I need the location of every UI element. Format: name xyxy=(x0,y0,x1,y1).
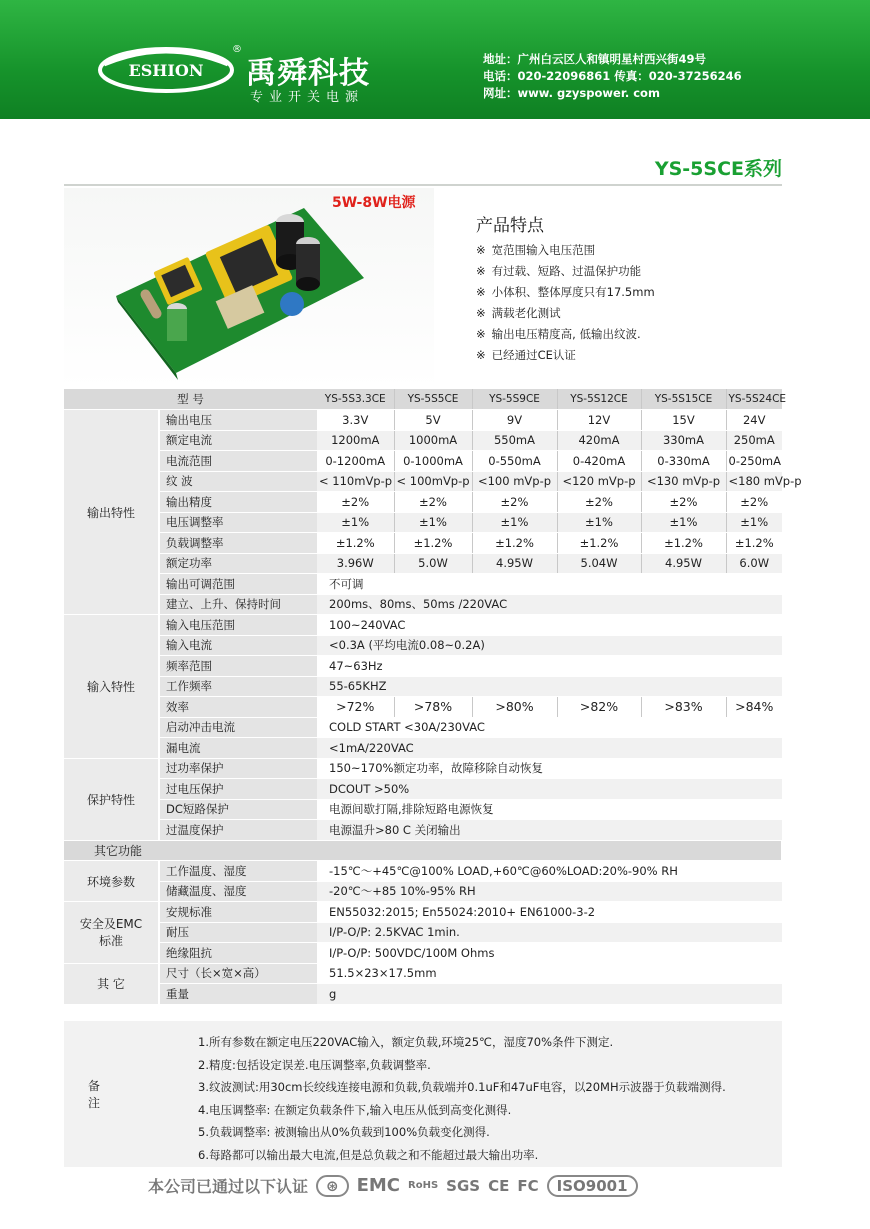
brand-slogan: 专业开关电源 xyxy=(250,90,365,105)
value-cell: 4.95W xyxy=(472,553,557,574)
row-label: 漏电流 xyxy=(159,738,317,759)
table-row xyxy=(64,676,782,697)
category-label: 环境参数 xyxy=(64,861,159,902)
value-cell: 1000mA xyxy=(394,430,472,451)
value-cell: ±1.2% xyxy=(641,533,726,554)
note-item: 3.纹波测试:用30cm长绞线连接电源和负载,负载端并0.1uF和47uF电容，以20MH示波器于负载端测得. xyxy=(198,1080,726,1094)
row-label: 负载调整率 xyxy=(159,533,317,554)
product-photo xyxy=(64,188,434,388)
row-value: -15℃～+45℃@100% LOAD,+60℃@60%LOAD:20%-90% RH xyxy=(317,861,782,882)
value-cell: <180 mVp-p xyxy=(726,471,782,492)
value-cell: ±2% xyxy=(472,492,557,513)
table-row xyxy=(64,902,782,923)
table-row xyxy=(64,963,782,984)
value-cell: 5.0W xyxy=(394,553,472,574)
fc-logo: FC xyxy=(517,1176,539,1195)
row-label: 额定功率 xyxy=(159,553,317,574)
value-cell: 3.96W xyxy=(317,553,394,574)
input-section xyxy=(64,615,782,759)
value-cell: ±1.2% xyxy=(472,533,557,554)
value-cell: 250mA xyxy=(726,430,782,451)
row-label: 重量 xyxy=(159,984,317,1005)
table-row xyxy=(64,861,782,882)
feature-item: ※ 有过载、短路、过温保护功能 xyxy=(476,264,642,278)
table-row xyxy=(64,615,782,636)
certification-text: 本公司已通过以下认证 xyxy=(148,1177,309,1196)
contact-web: 网址：www. gzyspower. com xyxy=(483,86,660,100)
value-cell: 5.04W xyxy=(557,553,641,574)
value-cell: 15V xyxy=(641,410,726,431)
table-row xyxy=(64,533,782,554)
category-label: 输入特性 xyxy=(64,615,159,759)
row-value: DCOUT >50% xyxy=(317,779,782,800)
value-cell: ±1% xyxy=(472,512,557,533)
value-cell: 0-550mA xyxy=(472,451,557,472)
row-label: 输出电压 xyxy=(159,410,317,431)
value-cell: 9V xyxy=(472,410,557,431)
emc-logo: EMC xyxy=(356,1175,401,1196)
sgs-logo: SGS xyxy=(446,1176,481,1195)
efficiency-cell: >80% xyxy=(472,697,557,718)
efficiency-cell: >72% xyxy=(317,697,394,718)
row-value: 55-65KHZ xyxy=(317,676,782,697)
contact-address: 地址：广州白云区人和镇明星村西兴街49号 xyxy=(483,52,707,66)
row-value: I/P-O/P: 500VDC/100M Ohms xyxy=(317,943,782,964)
table-row xyxy=(64,799,782,820)
row-value: 不可调 xyxy=(317,574,782,595)
eshion-logo xyxy=(96,44,236,96)
value-cell: 0-1000mA xyxy=(394,451,472,472)
row-label: 电压调整率 xyxy=(159,512,317,533)
row-value: EN55032:2015; En55024:2010+ EN61000-3-2 xyxy=(317,902,782,923)
row-value: -20℃～+85 10%-95% RH xyxy=(317,881,782,902)
model-cell: YS-5S5CE xyxy=(394,389,472,410)
header-banner xyxy=(0,0,870,119)
row-label: 过温度保护 xyxy=(159,820,317,841)
table-row xyxy=(64,635,782,656)
value-cell: 0-250mA xyxy=(726,451,782,472)
rohs-logo: RoHS xyxy=(408,1180,439,1191)
efficiency-cell: >83% xyxy=(641,697,726,718)
value-cell: ±1.2% xyxy=(557,533,641,554)
model-cell: YS-5S9CE xyxy=(472,389,557,410)
value-cell: ±2% xyxy=(726,492,782,513)
row-label: 输入电压范围 xyxy=(159,615,317,636)
row-label: 额定电流 xyxy=(159,430,317,451)
model-header-label: 型 号 xyxy=(64,389,317,410)
brand-name: 禹舜科技 xyxy=(246,56,370,91)
table-row xyxy=(64,471,782,492)
category-label: 输出特性 xyxy=(64,410,159,615)
table-row xyxy=(64,758,782,779)
other-section xyxy=(64,840,782,1004)
output-section xyxy=(64,410,802,615)
row-value: 51.5×23×17.5mm xyxy=(317,963,782,984)
value-cell: 12V xyxy=(557,410,641,431)
row-label: 输出精度 xyxy=(159,492,317,513)
feature-item: ※ 小体积、整体厚度只有17.5mm xyxy=(476,285,655,299)
value-cell: 420mA xyxy=(557,430,641,451)
value-cell: ±1% xyxy=(726,512,782,533)
row-label: 工作温度、湿度 xyxy=(159,861,317,882)
value-cell: ±1% xyxy=(317,512,394,533)
table-row xyxy=(64,922,782,943)
feature-item: ※ 已经通过CE认证 xyxy=(476,348,576,362)
row-label: 过电压保护 xyxy=(159,779,317,800)
table-row xyxy=(64,943,782,964)
note-item: 2.精度:包括设定误差.电压调整率,负载调整率. xyxy=(198,1057,431,1072)
category-label: 安全及EMC 标准 xyxy=(64,902,159,964)
iso9001-logo: ISO9001 xyxy=(547,1175,638,1197)
value-cell: 1200mA xyxy=(317,430,394,451)
notes-list xyxy=(198,1031,726,1166)
value-cell: ±2% xyxy=(557,492,641,513)
efficiency-cell: >84% xyxy=(726,697,782,718)
value-cell: ±1% xyxy=(641,512,726,533)
value-cell: <120 mVp-p xyxy=(557,471,641,492)
table-row xyxy=(64,820,782,841)
value-cell: ±2% xyxy=(641,492,726,513)
row-label: 建立、上升、保持时间 xyxy=(159,594,317,615)
table-row xyxy=(64,594,782,615)
row-label: 效率 xyxy=(159,697,317,718)
row-label: 耐压 xyxy=(159,922,317,943)
table-row xyxy=(64,697,782,718)
table-row xyxy=(64,984,782,1005)
model-cell: YS-5S3.3CE xyxy=(317,389,394,410)
note-item: 1.所有参数在额定电压220VAC输入，额定负载,环境25℃，湿度70%条件下测定. xyxy=(198,1035,614,1049)
table-row xyxy=(64,574,782,595)
table-row xyxy=(64,881,782,902)
value-cell: 0-1200mA xyxy=(317,451,394,472)
series-title: YS-5SCE系列 xyxy=(654,158,782,180)
row-label: 输入电流 xyxy=(159,635,317,656)
table-row xyxy=(64,553,782,574)
row-value: 100~240VAC xyxy=(317,615,782,636)
other-label: 其它功能 xyxy=(64,840,782,861)
value-cell: 550mA xyxy=(472,430,557,451)
value-cell: <100 mVp-p xyxy=(472,471,557,492)
note-item: 6.每路都可以输出最大电流,但是总负载之和不能超过最大输出功率. xyxy=(198,1147,539,1162)
features-title: 产品特点 xyxy=(476,216,544,236)
note-item: 5.负载调整率: 被测输出从0%负载到100%负载变化测得. xyxy=(198,1125,490,1139)
contact-block xyxy=(483,51,742,102)
row-label: DC短路保护 xyxy=(159,799,317,820)
row-label: 尺寸（长×宽×高） xyxy=(159,963,317,984)
value-cell: ±1.2% xyxy=(726,533,782,554)
value-cell: 0-330mA xyxy=(641,451,726,472)
value-cell: ±1% xyxy=(394,512,472,533)
value-cell: ±1.2% xyxy=(394,533,472,554)
value-cell: 0-420mA xyxy=(557,451,641,472)
notes-label: 备注 xyxy=(88,1079,125,1110)
value-cell: <130 mVp-p xyxy=(641,471,726,492)
value-cell: 4.95W xyxy=(641,553,726,574)
table-row xyxy=(64,492,782,513)
table-row xyxy=(64,451,782,472)
row-label: 工作频率 xyxy=(159,676,317,697)
row-value: 电源温升>80 C 关闭输出 xyxy=(317,820,782,841)
table-row xyxy=(64,717,782,738)
row-value: 47~63Hz xyxy=(317,656,782,677)
feature-item: ※ 宽范围输入电压范围 xyxy=(476,243,596,257)
efficiency-cell: >82% xyxy=(557,697,641,718)
photo-label: 5W-8W电源 xyxy=(332,195,416,211)
table-header-row xyxy=(64,389,782,410)
feature-item: ※ 输出电压精度高, 低输出纹波. xyxy=(476,327,641,341)
category-label: 保护特性 xyxy=(64,758,159,840)
feature-item: ※ 满载老化测试 xyxy=(476,306,561,320)
row-label: 启动冲击电流 xyxy=(159,717,317,738)
value-cell: 5V xyxy=(394,410,472,431)
row-label: 绝缘阻抗 xyxy=(159,943,317,964)
row-value: I/P-O/P: 2.5KVAC 1min. xyxy=(317,922,782,943)
value-cell: ±1.2% xyxy=(317,533,394,554)
notes-block xyxy=(64,1021,782,1167)
value-cell: 3.3V xyxy=(317,410,394,431)
brand-latin: ESHION xyxy=(128,61,204,80)
row-label: 安规标准 xyxy=(159,902,317,923)
row-value: 电源间歇打隔,排除短路电源恢复 xyxy=(317,799,782,820)
pcb-illustration xyxy=(64,188,434,388)
row-value: 150~170%额定功率，故障移除自动恢复 xyxy=(317,758,782,779)
efficiency-cell: >78% xyxy=(394,697,472,718)
value-cell: 6.0W xyxy=(726,553,782,574)
table-row xyxy=(64,779,782,800)
features-block xyxy=(476,211,655,366)
ce-logo: CE xyxy=(488,1176,510,1195)
row-label: 频率范围 xyxy=(159,656,317,677)
category-label: 其 它 xyxy=(64,963,159,1004)
spec-table xyxy=(64,389,802,1005)
table-row xyxy=(64,410,782,431)
table-row xyxy=(64,512,782,533)
value-cell: ±2% xyxy=(394,492,472,513)
table-row xyxy=(64,840,782,861)
value-cell: ±1% xyxy=(557,512,641,533)
features-list xyxy=(476,240,655,366)
row-label: 储藏温度、湿度 xyxy=(159,881,317,902)
value-cell: ±2% xyxy=(317,492,394,513)
divider xyxy=(64,184,782,186)
model-cell: YS-5S12CE xyxy=(557,389,641,410)
value-cell: < 100mVp-p xyxy=(394,471,472,492)
row-value: COLD START <30A/230VAC xyxy=(317,717,782,738)
protect-section xyxy=(64,758,782,840)
row-value: <1mA/220VAC xyxy=(317,738,782,759)
cert-logo-round: ⊛ xyxy=(316,1175,349,1197)
table-row xyxy=(64,430,782,451)
value-cell: < 110mVp-p xyxy=(317,471,394,492)
row-label: 电流范围 xyxy=(159,451,317,472)
table-row xyxy=(64,656,782,677)
registered-mark: ® xyxy=(232,44,242,55)
value-cell: 24V xyxy=(726,410,782,431)
table-row xyxy=(64,738,782,759)
row-label: 输出可调范围 xyxy=(159,574,317,595)
certification-bar xyxy=(148,1174,638,1197)
row-value: g xyxy=(317,984,782,1005)
model-cell: YS-5S15CE xyxy=(641,389,726,410)
note-item: 4.电压调整率: 在额定负载条件下,输入电压从低到高变化测得. xyxy=(198,1102,512,1117)
row-label: 过功率保护 xyxy=(159,758,317,779)
row-value: 200ms、80ms、50ms /220VAC xyxy=(317,594,782,615)
row-value: <0.3A (平均电流0.08~0.2A) xyxy=(317,635,782,656)
value-cell: 330mA xyxy=(641,430,726,451)
model-cell: YS-5S24CE xyxy=(726,389,782,410)
row-label: 纹 波 xyxy=(159,471,317,492)
contact-phone: 电话：020-22096861 传真：020-37256246 xyxy=(483,69,742,83)
